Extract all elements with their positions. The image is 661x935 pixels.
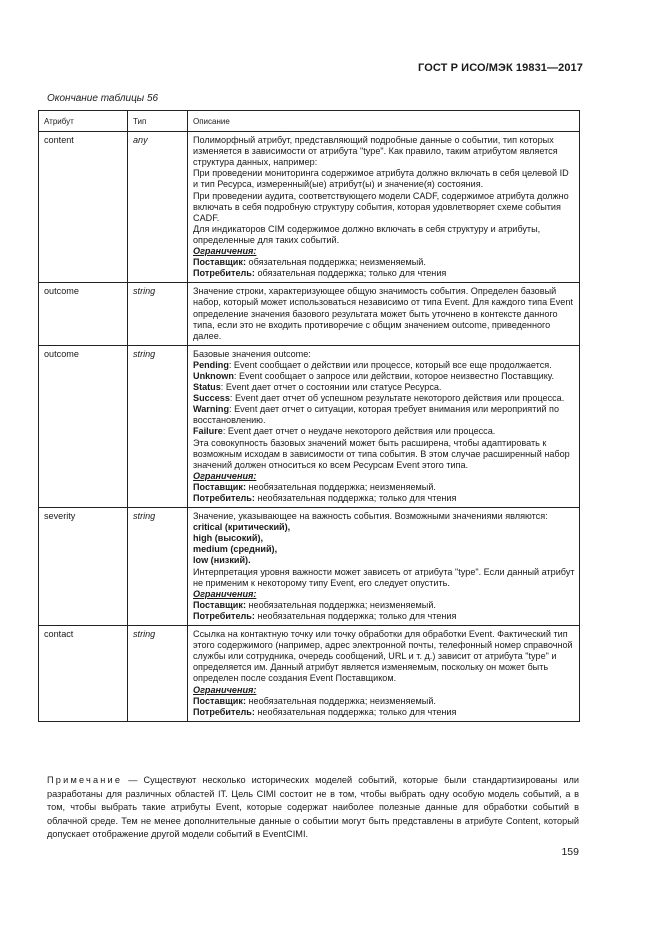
consumer-line: [193, 707, 575, 718]
attribute-description: [188, 132, 580, 283]
restrictions-title: Ограничения:: [193, 684, 257, 695]
consumer-text: обязательная поддержка; только для чтения: [257, 268, 447, 279]
provider-label: Поставщик:: [193, 695, 246, 706]
severity-level: medium (средний),: [193, 544, 278, 555]
desc-paragraph: Полиморфный атрибут, представляющий подробные данные о событии, тип которых изменяется в зависимости от атрибута "type". Как правило, таким атрибутом является структура данных, например:: [193, 135, 558, 168]
note-text: — Существуют несколько исторических моделей событий, которые были стандартизированы или разработаны для различных областей IT. Цель CIMI состоит не в том, чтобы выбрать одну особую модель событий, а в том, чтобы выбрать такие атрибуты Event, которые содержат наиболее полезные данные для обработки событий в облачной среде. Тем не менее дополнительные данные о событии могут быть представлены в атрибуте Content, который допускает отображение другой модели событий в EventCIMI.: [47, 775, 579, 839]
severity-level: low (низкий).: [193, 555, 251, 566]
provider-text: необязательная поддержка; неизменяемый.: [248, 695, 436, 706]
outcome-value-name: Success: [193, 393, 230, 404]
outcome-value-text: : Event сообщает о действии или процессе, который все еще продолжается.: [228, 359, 552, 370]
severity-level: critical (критический),: [193, 522, 291, 533]
attribute-description: [188, 508, 580, 626]
consumer-text: необязательная поддержка; только для чтения: [257, 493, 457, 503]
outcome-value: [193, 404, 575, 426]
outcome-value: [193, 371, 575, 382]
attribute-type: string: [128, 508, 188, 626]
provider-label: Поставщик:: [193, 257, 246, 268]
provider-text: необязательная поддержка; неизменяемый.: [248, 599, 436, 610]
desc-paragraph: Эта совокупность базовых значений может быть расширена, чтобы адаптировать к возможным исходам в зависимости от типа события. В этом случае расширенный набор значений должен относиться ко всем Ресурсам Event этого типа.: [193, 437, 570, 470]
attribute-name: contact: [39, 626, 128, 722]
restrictions-title: Ограничения:: [193, 588, 257, 599]
outcome-value: [193, 393, 575, 404]
consumer-line: [193, 493, 575, 504]
table-note: [47, 774, 579, 842]
table-row: [39, 508, 580, 626]
attribute-description: [188, 283, 580, 345]
outcome-value: [193, 426, 575, 437]
provider-line: [193, 482, 575, 493]
attribute-description: [188, 345, 580, 507]
outcome-value-text: : Event дает отчет о состоянии или статусе Ресурса.: [220, 382, 442, 393]
attributes-table: [38, 110, 580, 722]
attribute-name: outcome: [39, 283, 128, 345]
restrictions-title: Ограничения:: [193, 246, 257, 257]
column-header-attribute: Атрибут: [39, 111, 128, 132]
desc-paragraph: Значение, указывающее на важность события. Возможными значениями являются:: [193, 511, 548, 522]
outcome-value-text: : Event дает отчет о ситуации, которая требует внимания или мероприятий по восстановлению.: [193, 404, 560, 426]
desc-paragraph: Базовые значения outcome:: [193, 348, 311, 359]
table-row: [39, 283, 580, 345]
attribute-description: [188, 626, 580, 722]
outcome-value-name: Warning: [193, 404, 230, 415]
provider-text: обязательная поддержка; неизменяемый.: [248, 257, 426, 268]
attribute-type: string: [128, 626, 188, 722]
table-row: [39, 345, 580, 507]
desc-paragraph: Интерпретация уровня важности может зависеть от атрибута "type". Если данный атрибут не применим к некоторому типу Event, его следует опустить.: [193, 566, 575, 588]
outcome-value-name: Failure: [193, 426, 223, 437]
consumer-text: необязательная поддержка; только для чтения: [257, 706, 457, 717]
provider-text: необязательная поддержка; неизменяемый.: [248, 481, 436, 492]
consumer-label: Потребитель:: [193, 493, 255, 503]
table-header-row: [39, 111, 580, 132]
attribute-name: outcome: [39, 345, 128, 507]
provider-line: [193, 257, 575, 268]
provider-line: [193, 600, 575, 611]
outcome-value-name: Pending: [193, 359, 229, 370]
desc-paragraph: Ссылка на контактную точку или точку обработки для обработки Event. Фактический тип этого содержимого (например, адрес электронной почты, телефонный номер справочной службы или сотрудника, очередь сообщений, URL и т. д.) зависит от атрибута "type" и определяется им. Данный атрибут является изменяемым, поскольку он может быть определен после создания Event Поставщиком.: [193, 629, 573, 684]
consumer-text: необязательная поддержка; только для чтения: [257, 610, 457, 621]
severity-level: high (высокий),: [193, 533, 264, 544]
page-number: 159: [561, 846, 579, 858]
provider-line: [193, 696, 575, 707]
consumer-line: [193, 611, 575, 622]
standard-header: ГОСТ Р ИСО/МЭК 19831—2017: [418, 62, 583, 74]
attribute-type: string: [128, 283, 188, 345]
attribute-type: any: [128, 132, 188, 283]
column-header-type: Тип: [128, 111, 188, 132]
consumer-label: Потребитель:: [193, 268, 255, 279]
consumer-label: Потребитель:: [193, 610, 255, 621]
consumer-line: [193, 268, 575, 279]
outcome-value-name: Unknown: [193, 370, 234, 381]
outcome-value-name: Status: [193, 382, 221, 393]
outcome-value: [193, 382, 575, 393]
desc-paragraph: При проведении аудита, соответствующего модели CADF, содержимое атрибута должно включать в себя подробную структуру события, которая удовлетворяет схеме события CADF.: [193, 190, 569, 223]
desc-paragraph: Значение строки, характеризующее общую значимость события. Определен базовый набор, который может использоваться независимо от типа Event. Для каждого типа Event определение значения базового результата может быть уточнено в контексте данного типа, если это не входить противоречие с общим значением outcome, приведенного далее.: [193, 286, 573, 341]
table-row: [39, 626, 580, 722]
table-row: [39, 132, 580, 283]
column-header-description: Описание: [188, 111, 580, 132]
consumer-label: Потребитель:: [193, 706, 255, 717]
outcome-value-text: : Event дает отчет о неудаче некоторого действия или процесса.: [222, 426, 496, 437]
outcome-value-text: : Event дает отчет об успешном результате некоторого действия или процесса.: [229, 393, 565, 404]
provider-label: Поставщик:: [193, 599, 246, 610]
desc-paragraph: При проведении мониторинга содержимое атрибута должно включать в себя целевой ID и тип Ресурса, измеренный(ые) атрибут(ы) и значение(я) состояния.: [193, 168, 569, 190]
note-label: Примечание: [47, 775, 123, 785]
attribute-name: severity: [39, 508, 128, 626]
table-caption: Окончание таблицы 56: [47, 93, 159, 104]
attribute-type: string: [128, 345, 188, 507]
desc-paragraph: Для индикаторов CIM содержимое должно включать в себя структуру и атрибуты, определенные для таких событий.: [193, 223, 541, 245]
outcome-value-text: : Event сообщает о запросе или действии, которое неизвестно Поставщику.: [233, 370, 554, 381]
attribute-name: content: [39, 132, 128, 283]
outcome-value: [193, 360, 575, 371]
restrictions-title: Ограничения:: [193, 470, 257, 481]
provider-label: Поставщик:: [193, 481, 246, 492]
